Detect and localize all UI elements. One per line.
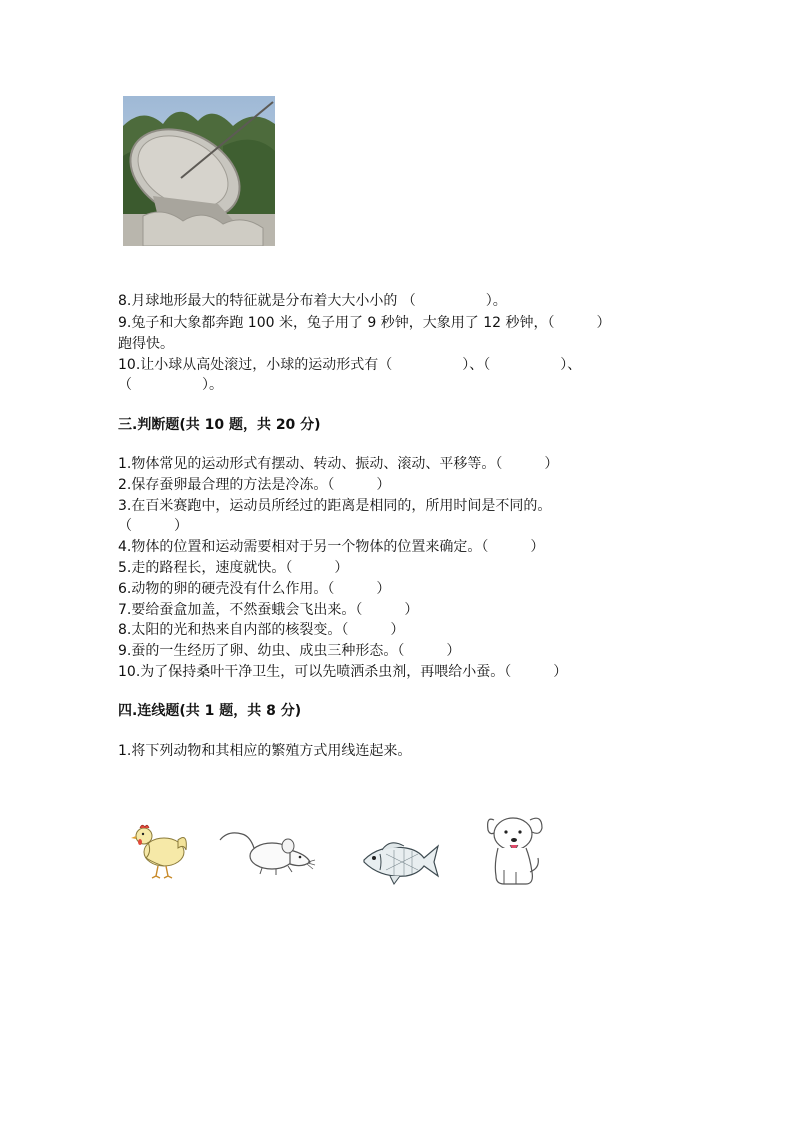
fish-image <box>360 836 440 886</box>
judge-item-7: 7.要给蚕盒加盖，不然蚕蛾会飞出来。（ ） <box>118 602 419 618</box>
matching-question-1: 1.将下列动物和其相应的繁殖方式用线连起来。 <box>118 743 412 759</box>
judge-item-3: 3.在百米赛跑中，运动员所经过的距离是相同的，所用时间是不同的。 <box>118 498 552 514</box>
judge-item-10: 10.为了保持桑叶干净卫生，可以先喷洒杀虫剂，再喂给小蚕。（ ） <box>118 664 568 680</box>
sundial-image <box>123 96 275 246</box>
judge-item-1: 1.物体常见的运动形式有摆动、转动、振动、滚动、平移等。（ ） <box>118 456 559 472</box>
judge-item-5: 5.走的路程长，速度就快。（ ） <box>118 560 349 576</box>
judge-item-9: 9.蚕的一生经历了卵、幼虫、成虫三种形态。（ ） <box>118 643 461 659</box>
question-9-line2: 跑得快。 <box>118 336 174 352</box>
mouse-icon <box>218 826 316 878</box>
fish-icon <box>360 836 440 886</box>
question-8: 8.月球地形最大的特征就是分布着大大小小的 （ ）。 <box>118 293 507 309</box>
dog-icon <box>484 812 546 888</box>
judge-item-2: 2.保存蚕卵最合理的方法是冷冻。（ ） <box>118 477 391 493</box>
section-4-heading: 四.连线题(共 1 题，共 8 分) <box>118 703 302 719</box>
dog-image <box>484 812 546 888</box>
judge-item-3-blank: （ ） <box>118 518 188 534</box>
question-10-line1: 10.让小球从高处滚过，小球的运动形式有（ ）、（ ）、 <box>118 357 582 373</box>
sundial-illustration <box>123 96 275 246</box>
question-9-line1: 9.兔子和大象都奔跑 100 米，兔子用了 9 秒钟，大象用了 12 秒钟，（ ） <box>118 315 611 331</box>
chicken-image <box>130 818 190 880</box>
mouse-image <box>218 826 316 878</box>
judge-item-8: 8.太阳的光和热来自内部的核裂变。（ ） <box>118 622 405 638</box>
judge-item-4: 4.物体的位置和运动需要相对于另一个物体的位置来确定。（ ） <box>118 539 545 555</box>
judge-item-6: 6.动物的卵的硬壳没有什么作用。（ ） <box>118 581 391 597</box>
chicken-icon <box>130 818 190 880</box>
section-3-heading: 三.判断题(共 10 题，共 20 分) <box>118 417 321 433</box>
question-10-line2: （ ）。 <box>118 377 223 393</box>
